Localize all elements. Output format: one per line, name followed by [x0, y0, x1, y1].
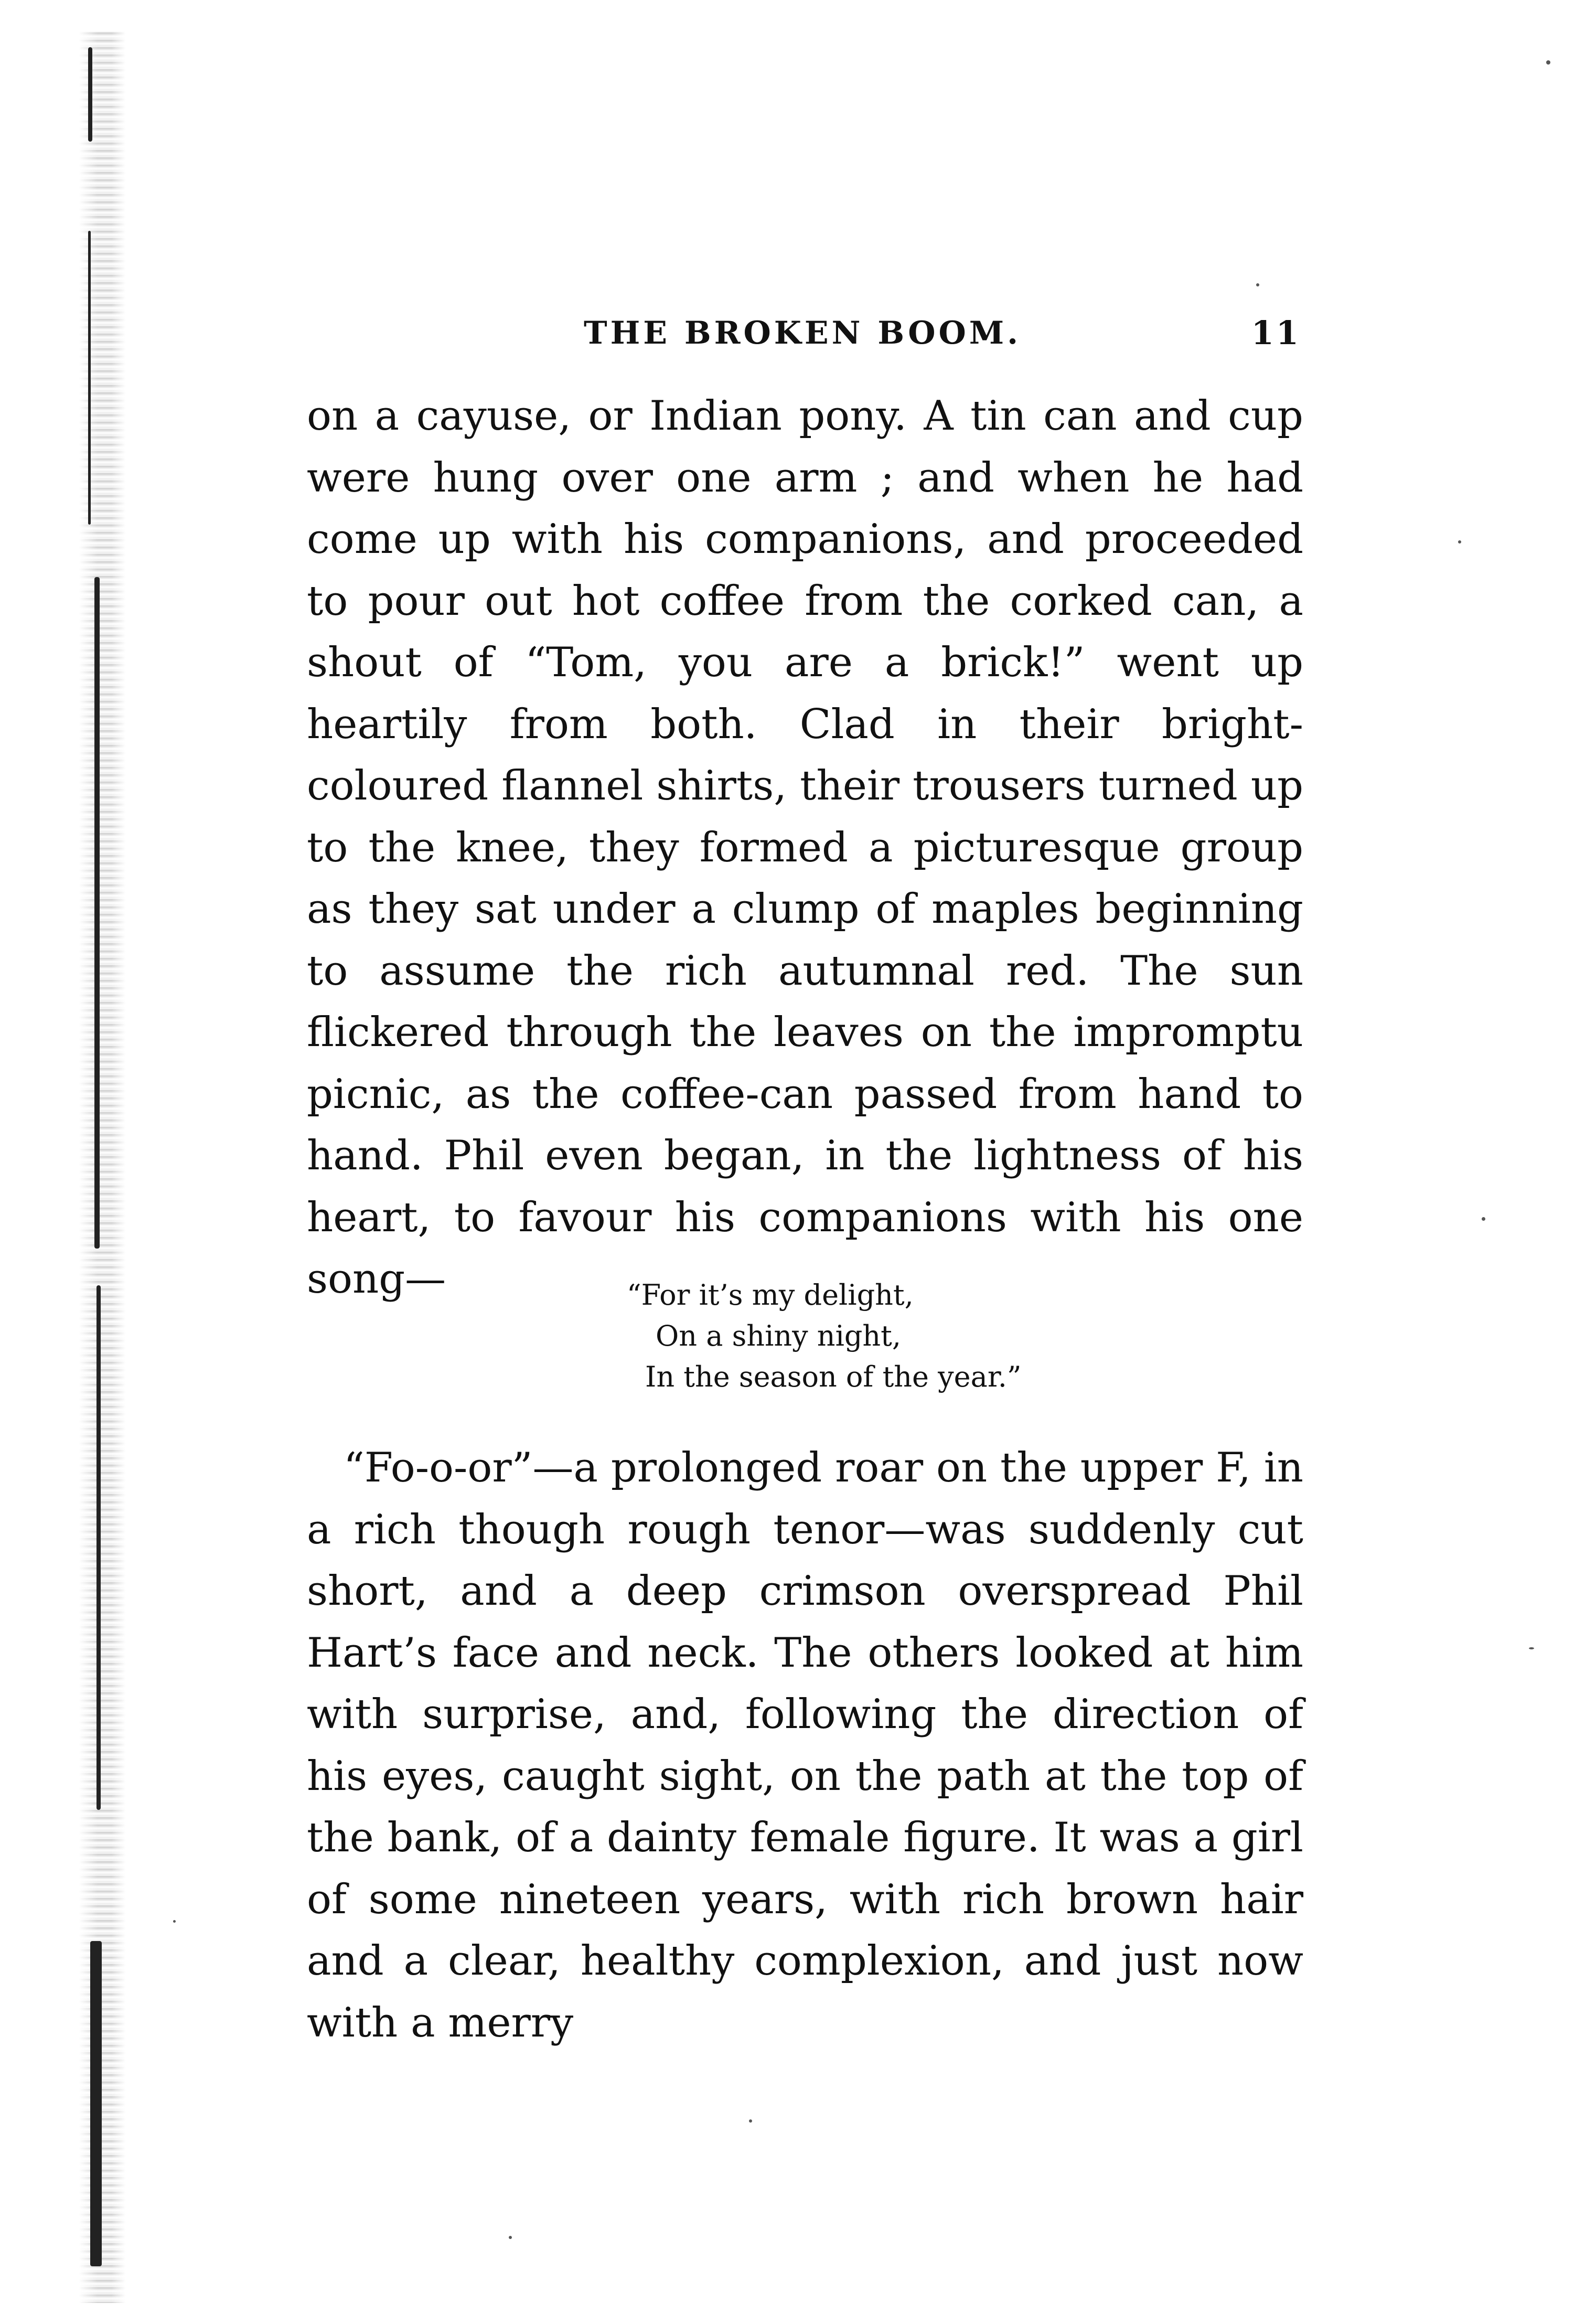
page-header [304, 310, 1301, 357]
verse-line: On a shiny night, [656, 1319, 902, 1352]
verse-line: “For it’s my delight, [627, 1278, 914, 1312]
paragraph-2 [307, 1437, 1303, 2054]
verse-line: In the season of the year.” [645, 1360, 1022, 1393]
scan-speck [1482, 1217, 1485, 1221]
binding-mark [90, 1941, 102, 2266]
binding-mark [88, 47, 92, 142]
scan-speck [1529, 1647, 1534, 1649]
binding-shadow [79, 31, 126, 2303]
running-head: THE BROKEN BOOM. [583, 315, 1022, 351]
binding-mark [97, 1285, 101, 1810]
verse-block [627, 1275, 1099, 1398]
scan-speck [509, 2236, 512, 2239]
scan-speck [1256, 283, 1259, 286]
paragraph-text: on a cayuse, or Indian pony. A tin can and cup were hung over one arm ; and when he had come up with his companions, and proceeded to pour out hot coffee from the corked can, a shout of “Tom, you are a brick!” went up heartily from both. Clad in their bright-coloured flannel shirts, their trousers turned up to the knee, they formed a picturesque group as they sat under a clump of maples beginning to assume the rich autumnal red. The sun flickered through the leaves on the impromptu picnic, as the coffee-can passed from hand to hand. Phil even began, in the lightness of his heart, to favour his companions with his one song— [307, 392, 1303, 1303]
binding-mark [94, 577, 100, 1249]
paragraph-1 [307, 386, 1303, 1310]
scan-speck [1458, 540, 1461, 543]
binding-mark [88, 231, 91, 525]
scan-speck [1546, 60, 1550, 65]
page-number: 11 [1251, 314, 1301, 352]
scan-speck [173, 1920, 176, 1923]
paragraph-text: “Fo-o-or”—a prolonged roar on the upper F, in a rich though rough tenor—was suddenly cut short, and a deep crimson overspread Phil Hart’s face and neck. The others looked at him with surprise, and, following the direction of his eyes, caught sight, on the path at the top of the bank, of a dainty female figure. It was a girl of some nineteen years, with rich brown hair and a clear, healthy complexion, and just now with a merry [307, 1444, 1303, 2046]
scan-speck [749, 2119, 752, 2123]
